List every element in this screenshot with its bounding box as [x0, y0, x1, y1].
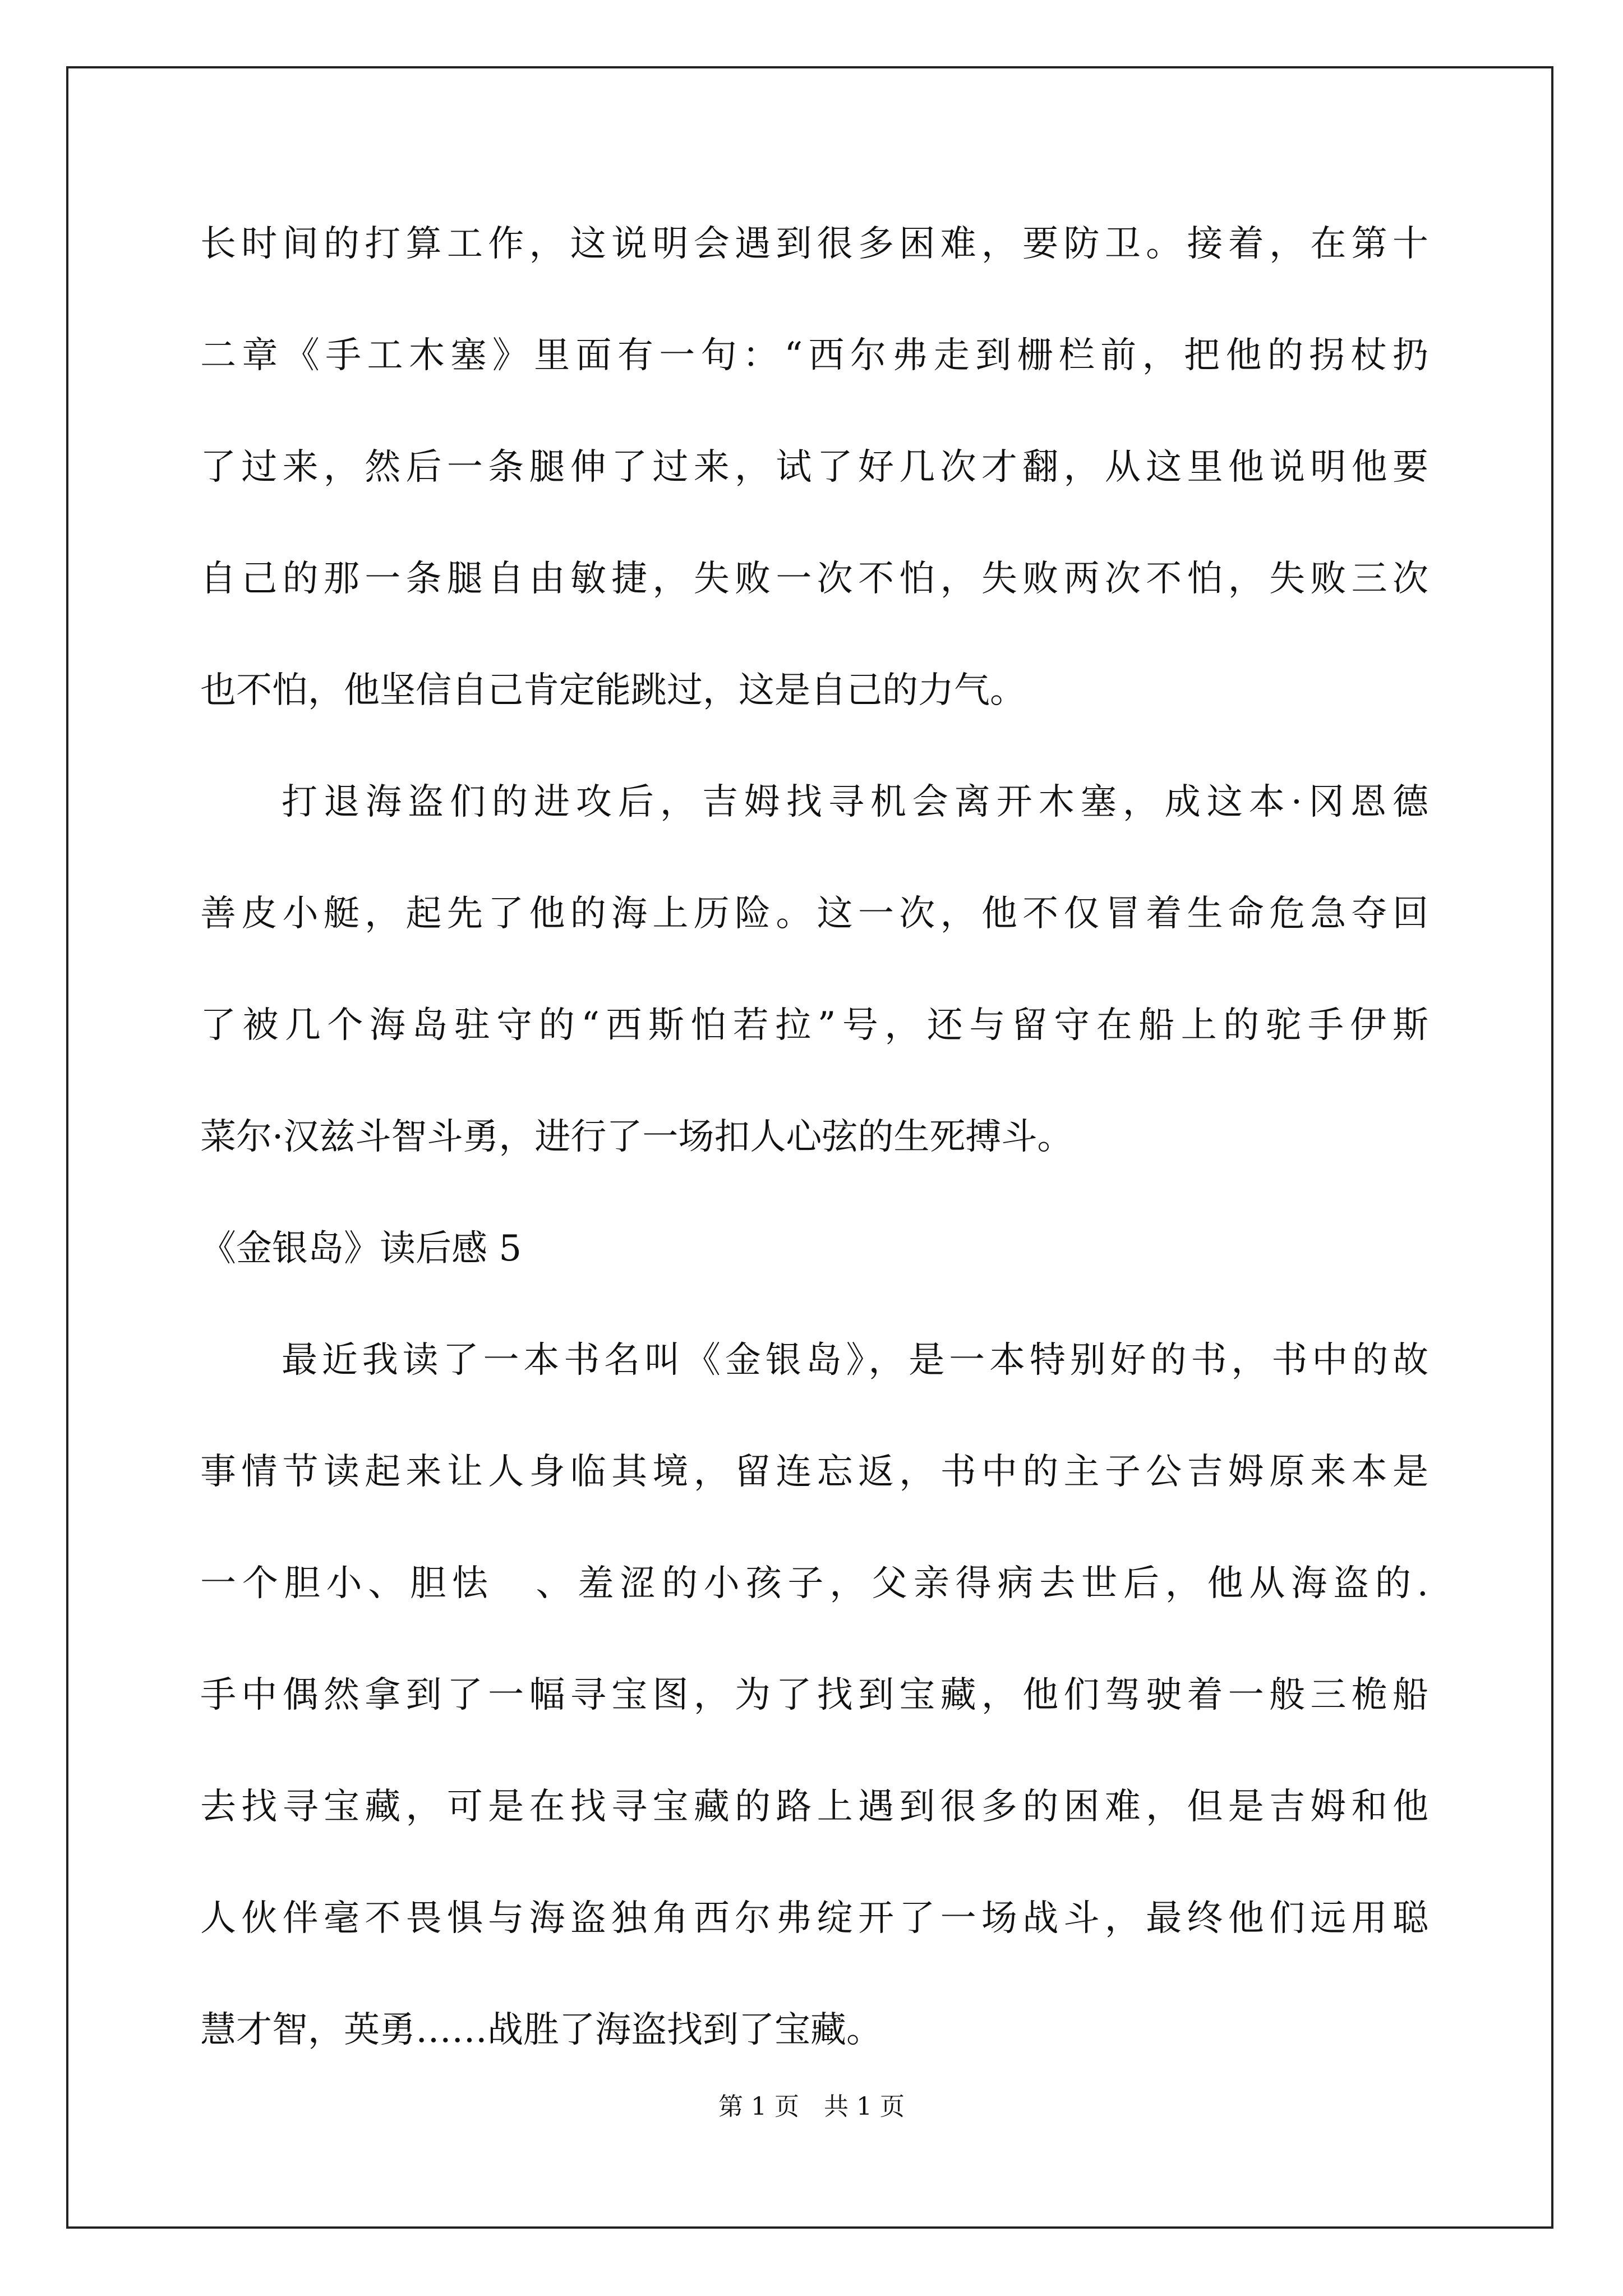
paragraph-1 — [200, 222, 1428, 780]
text-line: 长时间的打算工作，这说明会遇到很多困难，要防卫。接着，在第十 — [200, 223, 1428, 265]
document-body — [200, 222, 1428, 2119]
text-line: 了被几个海岛驻守的“西斯怕若拉”号，还与留守在船上的驼手伊斯 — [200, 1005, 1428, 1046]
text-line: 善皮小艇，起先了他的海上历险。这一次，他不仅冒着生命危急夺回 — [200, 893, 1428, 935]
text-line: 打退海盗们的进攻后，吉姆找寻机会离开木塞，成这本·冈恩德 — [282, 781, 1428, 823]
text-line: 自己的那一条腿自由敏捷，失败一次不怕，失败两次不怕，失败三次 — [200, 558, 1428, 600]
text-line: 人伙伴毫不畏惧与海盗独角西尔弗绽开了一场战斗，最终他们远用聪 — [200, 1898, 1428, 1939]
text-line: 慧才智，英勇……战胜了海盗找到了宝藏。 — [200, 2009, 882, 2051]
text-line: 一个胆小、胆怯 、羞涩的小孩子，父亲得病去世后，他从海盗的. — [200, 1563, 1428, 1604]
text-line: 也不怕，他坚信自己肯定能跳过，这是自己的力气。 — [200, 670, 1026, 711]
page-number-footer: 第 1 页 共 1 页 — [718, 2092, 905, 2121]
text-line: 了过来，然后一条腿伸了过来，试了好几次才翻，从这里他说明他要 — [200, 447, 1428, 488]
text-line: 手中偶然拿到了一幅寻宝图，为了找到宝藏，他们驾驶着一般三桅船 — [200, 1674, 1428, 1716]
text-line: 菜尔·汉兹斗智斗勇，进行了一场扣人心弦的生死搏斗。 — [200, 1116, 1073, 1158]
text-line: 二章《手工木塞》里面有一句：“西尔弗走到栅栏前，把他的拐杖扔 — [200, 335, 1428, 376]
text-line: 去找寻宝藏，可是在找寻宝藏的路上遇到很多的困难，但是吉姆和他 — [200, 1786, 1428, 1828]
paragraph-3 — [200, 1338, 1428, 2119]
text-line: 最近我读了一本书名叫《金银岛》，是一本特别好的书，书中的故 — [282, 1340, 1428, 1381]
paragraph-2 — [200, 780, 1428, 1226]
section-heading: 《金银岛》读后感 5 — [200, 1228, 522, 1269]
text-line: 事情节读起来让人身临其境，留连忘返，书中的主子公吉姆原来本是 — [200, 1451, 1428, 1493]
